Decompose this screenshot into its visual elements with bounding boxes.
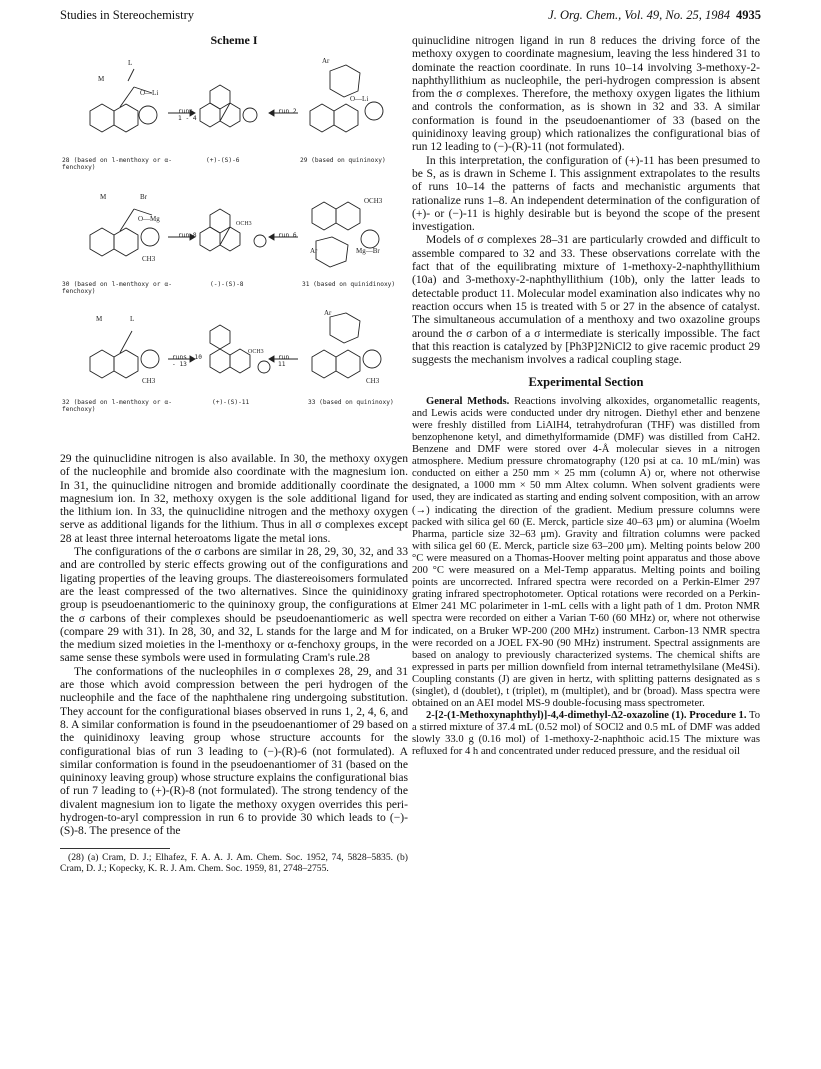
binaphthyl-8-structure bbox=[200, 209, 266, 251]
arrow-label-runs-1-4: runs 1 - 4 bbox=[178, 108, 197, 123]
svg-text:L: L bbox=[130, 315, 135, 324]
complex-33-structure bbox=[312, 309, 381, 385]
arrow-label-run-2: run 2 bbox=[278, 108, 297, 116]
svg-text:OCH3: OCH3 bbox=[248, 349, 264, 356]
arrow-label-runs-10-13: runs 10 - 13 bbox=[172, 354, 202, 369]
section-heading: Experimental Section bbox=[528, 375, 644, 390]
svg-text:Ar: Ar bbox=[322, 57, 330, 66]
footnote-28: (28) (a) Cram, D. J.; Elhafez, F. A. A. J. Am. Chem. Soc. 1952, 74, 5828–5835. (b) Cram, D. J.; Kopecky, K. R. J. Am. Chem. Soc. 1959, 81, 2748–2755. bbox=[60, 851, 408, 874]
binaphthyl-6-structure bbox=[200, 85, 257, 127]
procedure-1-text: To a stirred mixture of 37.4 mL (0.52 mol) of SOCl2 and 0.5 mL of DMF was added slowly 33.0 g (0.16 mol) of 1-methoxy-2-naphthoic acid.15 The mixture was refluxed for 4 h and concentrated under reduced pressure, and the residual oil bbox=[412, 710, 760, 758]
scheme-row-3 bbox=[60, 307, 408, 435]
body-paragraph: The configurations of the σ carbons are similar in 28, 29, 30, 32, and 33 and are controlled by steric effects growing out of the configurations and ligating properties of the leaving groups. The diastereoisomers formulated are the least compressed of the two alternatives. Since the quinidinoxy group is pseudoenantiomeric to the quininoxy group, the configurations at the σ carbons of their complexes should be pseudoenantiomeric as well (compare 29 with 31). In 28, 30, and 32, L stands for the large and M for the medium sized moieties in the l-menthoxy or α-fenchoxy groups, in the same sense these symbols were used in formulating Cram's rule.28 bbox=[60, 545, 408, 665]
binaphthyl-11-structure bbox=[210, 325, 270, 373]
svg-text:OCH3: OCH3 bbox=[364, 197, 383, 206]
svg-text:O—Li: O—Li bbox=[350, 95, 369, 104]
procedure-1-heading: Procedure 1. bbox=[689, 710, 747, 722]
complex-32-structure bbox=[90, 315, 159, 385]
page-header bbox=[60, 8, 761, 28]
svg-text:M: M bbox=[100, 193, 107, 202]
arrow-label-run-6: run 6 bbox=[278, 232, 297, 240]
running-title: Studies in Stereochemistry bbox=[60, 8, 195, 22]
caption-8: (-)-(S)-8 bbox=[210, 281, 244, 289]
body-paragraph: Models of σ complexes 28–31 are particularly crowded and difficult to assemble compared to 32 and 33. These observations correlate with the fact that of the equilibrating mixture of 1-methoxy-2-naphthyllithium (10a) and 3-methoxy-2-naphthyllithium (10b), only the latter leads to detectable product 11. Molecular model examination also indicates why no reaction occurs when 15 is treated with 5 or 27 in the absence of catalyst. The simultaneous accumulation of a menthoxy and two oxazoline groups around the σ carbon of a σ intermediate is sterically impossible. The fact that this reaction is catalyzed by [Ph3P]2NiCl2 to give racemic product 29 suggests the mechanism involves a radical coupling stage. bbox=[412, 233, 760, 367]
body-paragraph: quinuclidine nitrogen ligand in run 8 reduces the driving force of the methoxy oxygen to coordinate magnesium, leaving the less hindered 31 to dominate the reaction coordinate. In runs 10–14 involving 3-methoxy-2-naphthyllithium as nucleophile, the peri-hydrogen compression is absent from the σ complexes. Therefore, the methoxy oxygen ligates the lithium and controls the conformation, as is shown in 32 and 33. A similar conformation is found in the pseudoenantiomer of 33 (based on the quinidinoxy leaving group) which rationalizes the configurational bias of run 12 leading to (−)-(R)-11 (not formulated). bbox=[412, 34, 760, 154]
svg-text:Br: Br bbox=[140, 193, 147, 202]
svg-text:Ar: Ar bbox=[310, 247, 318, 256]
scheme-row-1 bbox=[60, 51, 408, 179]
compound-1-heading: 2-[2-(1-Methoxynaphthyl)]-4,4-dimethyl-Δ2-oxazoline (1). bbox=[426, 710, 687, 722]
body-paragraph: In this interpretation, the configuration of (+)-11 has been presumed to be S, as is drawn in Scheme I. This assignment extrapolates to the results of runs 10–14 the patterns of facts and mechanistic arguments that rationalize runs 1–8. An independent determination of the configuration of (+)- or (−)-11 is highly desirable but is beyond the scope of the present investigation. bbox=[412, 153, 760, 234]
complex-30-structure bbox=[90, 193, 160, 263]
caption-31: 31 (based on quinidinoxy) bbox=[302, 281, 396, 289]
svg-text:M: M bbox=[98, 75, 105, 84]
svg-text:Ar: Ar bbox=[324, 309, 332, 318]
complex-28-structure bbox=[90, 59, 158, 132]
body-paragraph: The conformations of the nucleophiles in σ complexes 28, 29, and 31 are those which avoid compression between the peri hydrogen of the nucleophile and the face of the naphthalene ring undergoing substitution. They account for the configurational biases observed in runs 1, 2, 4, 6, and 8. A similar conformation is found in the pseudoenantiomer of 29 based on the quinidinoxy leaving group whose structure accounts for the configurational bias of run 3 leading to (−)-(R)-6 (not formulated). A similar conformation is found in the pseudoenantiomer of 31 (based on the quininoxy leaving group) whose structure explains the configurational bias of run 7 leading to (+)-(R)-8 (not formulated). The strong tendency of the divalent magnesium ion to ligate the methoxy oxygen overrides this peri-hydrogen-to-aryl compression in run 6 to provide 30 which leads to (−)-(S)-8. The presence of the bbox=[60, 664, 408, 838]
caption-32: 32 (based on l-menthoxy or α-fenchoxy) bbox=[62, 399, 172, 414]
scheme-figure bbox=[60, 34, 408, 452]
caption-30: 30 (based on l-menthoxy or α-fenchoxy) bbox=[62, 281, 172, 296]
caption-11: (+)-(S)-11 bbox=[212, 399, 250, 407]
caption-29: 29 (based on quininoxy) bbox=[300, 157, 386, 165]
arrow-label-run-11: run 11 bbox=[278, 354, 290, 369]
svg-text:OCH3: OCH3 bbox=[236, 221, 252, 228]
scheme-row-3-structures bbox=[60, 307, 408, 435]
svg-text:M: M bbox=[96, 315, 103, 324]
page-number: 4935 bbox=[736, 8, 761, 22]
general-methods-text: Reactions involving alkoxides, organometallic reagents, and Lewis acids were conducted under dry nitrogen. Diethyl ether and benzene were freshly distilled from LiAlH4, tetrahydrofuran (THF) was distilled from benzophenone ketyl, and dimethylformamide (DMF) was distilled from CaH2. Benzene and DMF were stored over 4-Å molecular sieves in a nitrogen atmosphere. Medium pressure chromatography (120 psi at ca. 10 mL/min) was conducted on either a 250 mm × 25 mm (column A) or, where not otherwise designated, a 1000 mm × 50 mm Altex column. When solvent gradients were used, they are indicated as starting and ending solvent composition, with an arrow (→) indicating the direction of the gradient. Medium pressure columns were packed with silica gel 60 (E. Merck, particle size 40–63 μm) or alumina (Woelm Pharma, particle size 32–63 μm). Gravity and filtration columns were packed with silica gel 60 (E. Merck, particle size 63–200 μm). Melting points below 200 °C were measured on a Thomas-Hoover melting point apparatus and those above 200 °C were measured on a Mel-Temp apparatus. Melting points and boiling points are uncorrected. Infrared spectra were recorded on a Perkin-Elmer 297 grating infrared spectrophotometer. Optical rotations were recorded on a Perkin-Elmer 241 MC polarimeter in 1-mL cells with a light path of 1 dm. Proton NMR spectra were recorded on either a Varian T-60 (60 MHz) or, where not otherwise indicated, on a Bruker WP-200 (200 MHz) instrument. Carbon-13 NMR spectra were recorded on a JOEL FX-90 (90 MHz) instrument. Spectral assignments are based on analogy to previously characterized systems. The chemical shifts are expressed in parts per million downfield from internal tetramethylsilane (Me4Si). Coupling constants (J) are given in hertz, with splitting patterns designated as s (singlet), d (doublet), t (triplet), m (multiplet), and br (broad). Mass spectra were obtained on an AEI model MS-9 double-focusing mass spectrometer. bbox=[412, 395, 760, 710]
general-methods-paragraph bbox=[412, 396, 760, 710]
caption-6: (+)-(S)-6 bbox=[206, 157, 240, 165]
svg-text:Mg—Br: Mg—Br bbox=[356, 247, 380, 256]
svg-text:O—Mg: O—Mg bbox=[138, 215, 160, 224]
svg-text:CH3: CH3 bbox=[366, 377, 380, 386]
caption-28: 28 (based on l-menthoxy or α-fenchoxy) bbox=[62, 157, 172, 172]
svg-text:O—Li: O—Li bbox=[140, 89, 159, 98]
footnote-divider bbox=[60, 848, 170, 849]
compound-1-paragraph bbox=[412, 710, 760, 758]
svg-text:CH3: CH3 bbox=[142, 255, 156, 264]
body-paragraph: 29 the quinuclidine nitrogen is also available. In 30, the methoxy oxygen of the nucleophile and bromide also coordinate with the magnesium ion. In 31, the quinuclidine nitrogen and bromide additionally coordinate the magnesium ion. In 32, methoxy oxygen is the sole additional ligand for the lithium ion. In 33, the quinuclidine nitrogen and the methoxy oxygen serve as additional ligands for the lithium. Thus in all σ complexes except 28 at least three internal heteroatoms ligate the metal ions. bbox=[60, 452, 408, 545]
svg-text:L: L bbox=[128, 59, 133, 68]
general-methods-heading: General Methods. bbox=[426, 395, 510, 407]
complex-31-structure bbox=[310, 197, 383, 267]
scheme-title: Scheme I bbox=[210, 33, 258, 47]
svg-text:CH3: CH3 bbox=[142, 377, 156, 386]
arrow-label-run-8: run 8 bbox=[178, 232, 197, 240]
scheme-row-2 bbox=[60, 179, 408, 307]
complex-29-structure bbox=[310, 57, 383, 132]
left-column bbox=[60, 34, 408, 874]
right-column bbox=[412, 34, 760, 759]
caption-33: 33 (based on quininoxy) bbox=[308, 399, 394, 407]
journal-citation: J. Org. Chem., Vol. 49, No. 25, 1984 4935 bbox=[548, 8, 761, 22]
